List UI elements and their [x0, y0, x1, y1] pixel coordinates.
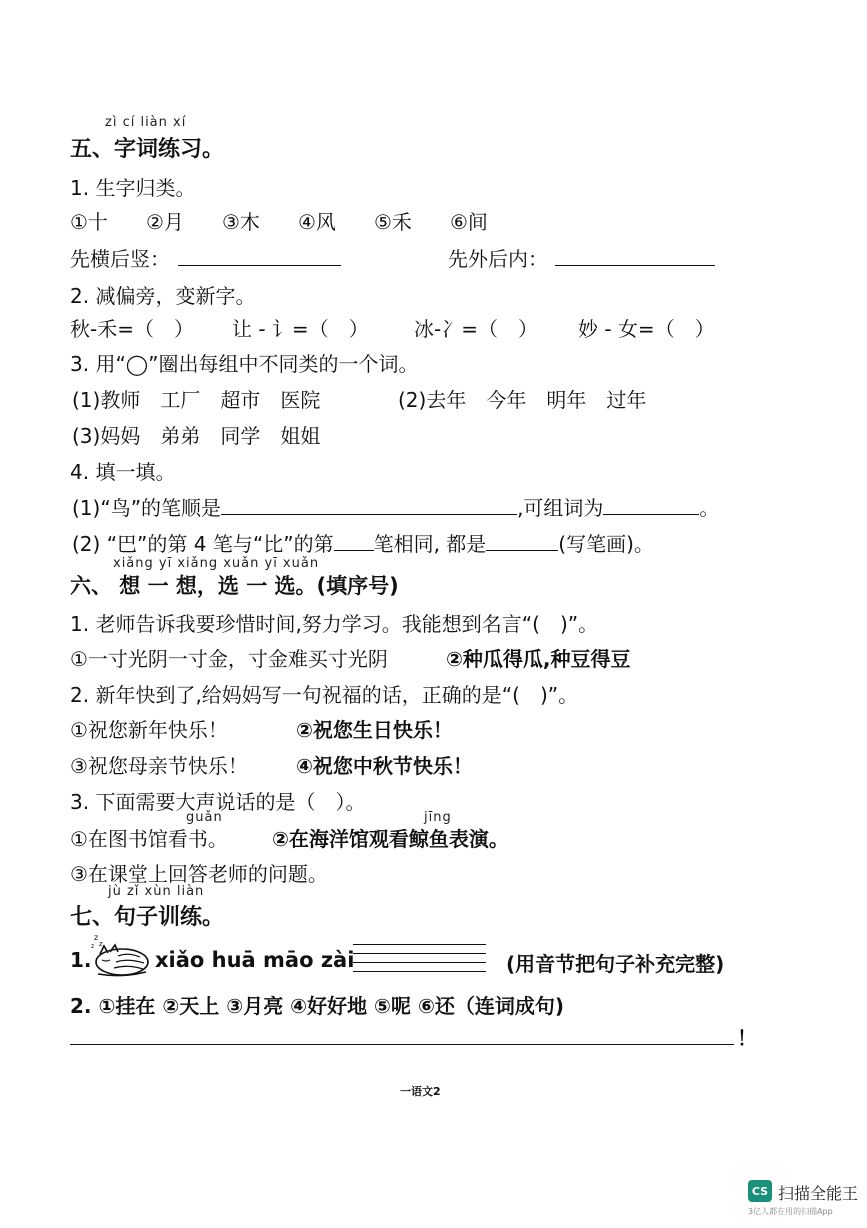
- svg-text:z: z: [99, 940, 103, 948]
- s6-q3-opt3[interactable]: ③在课堂上回答老师的问题。: [70, 862, 328, 886]
- svg-text:z: z: [94, 933, 99, 942]
- s5-q2-item[interactable]: 妙 - 女=（ ）: [578, 317, 715, 341]
- s5-q4-line2-c: (写笔画)。: [558, 532, 654, 556]
- s7-q1-num: 1.: [70, 948, 92, 972]
- s5-q1-left-blank[interactable]: [178, 245, 341, 266]
- s6-q2-opt2[interactable]: ②祝您生日快乐！: [296, 718, 453, 742]
- s6-q3-title: 3. 下面需要大声说话的是（ ）。: [70, 790, 366, 814]
- s6-q3-opt2[interactable]: ②在海洋馆观看鲸鱼表演。: [272, 827, 509, 851]
- s7-q2-title: 2. ①挂在 ②天上 ③月亮 ④好好地 ⑤呢 ⑥还（连词成句): [70, 994, 565, 1018]
- s5-q1-char: ③木: [222, 210, 260, 234]
- s5-q1-char: ⑤禾: [374, 210, 412, 234]
- s5-q2-item[interactable]: 让 - 讠=（ ）: [232, 317, 369, 341]
- s6-q1-opt1[interactable]: ①一寸光阴一寸金，寸金难买寸光阴: [70, 647, 388, 671]
- s5-q1-char: ②月: [146, 210, 184, 234]
- s5-q1-char: ⑥间: [450, 210, 488, 234]
- pinyin-writing-lines[interactable]: [353, 944, 486, 972]
- section6-pinyin: xiǎng yī xiǎng xuǎn yī xuǎn: [113, 556, 320, 571]
- watermark-sub: 3亿人都在用的扫描App: [748, 1207, 833, 1216]
- s5-q4-line1-b: ,可组词为: [517, 496, 604, 520]
- s5-q4-number-blank[interactable]: [334, 532, 374, 551]
- s5-q4-word-blank[interactable]: [603, 496, 699, 515]
- s5-q1-char: ①十: [70, 210, 108, 234]
- svg-text:z: z: [91, 943, 95, 950]
- s5-q4-line2: [72, 528, 654, 557]
- s6-q1-title: 1. 老师告诉我要珍惜时间,努力学习。我能想到名言“( )”。: [70, 612, 599, 636]
- s6-q2-title: 2. 新年快到了,给妈妈写一句祝福的话，正确的是“( )”。: [70, 683, 579, 707]
- s6-q3-pinyin-guan: guǎn: [186, 810, 223, 825]
- s5-q4-line1-a: (1)“鸟”的笔顺是: [72, 496, 222, 520]
- s6-q2-opt4[interactable]: ④祝您中秋节快乐！: [296, 754, 473, 778]
- s7-q1-pinyin-text: xiǎo huā māo zài: [155, 948, 355, 972]
- s5-q3-group[interactable]: (2)去年 今年 明年 过年: [398, 388, 647, 412]
- s5-q1-char: ④风: [298, 210, 336, 234]
- s5-q2-item[interactable]: 秋-禾=（ ）: [70, 317, 194, 341]
- s5-q4-title: 4. 填一填。: [70, 460, 176, 484]
- s6-q2-opt3[interactable]: ③祝您母亲节快乐！: [70, 754, 248, 778]
- s5-q4-line1: [72, 492, 719, 521]
- s5-q1-title: 1. 生字归类。: [70, 176, 196, 200]
- s5-q1-left-label: 先横后竖：: [70, 247, 170, 271]
- s5-q1-right-blank[interactable]: [555, 245, 715, 266]
- s5-q3-title: 3. 用“◯”圈出每组中不同类的一个词。: [70, 352, 419, 376]
- section5-title: 五、字词练习。: [70, 137, 225, 162]
- s7-q1-hint: (用音节把句子补充完整): [506, 952, 725, 976]
- s5-q3-group[interactable]: (1)教师 工厂 超市 医院: [72, 388, 321, 412]
- sleeping-cat-icon: [88, 930, 152, 978]
- s5-q2-item[interactable]: 冰-冫=（ ）: [414, 317, 538, 341]
- page-footer-label: 一语文2: [400, 1085, 441, 1098]
- s6-q1-opt2[interactable]: ②种瓜得瓜,种豆得豆: [446, 647, 631, 671]
- s6-q2-opt1[interactable]: ①祝您新年快乐！: [70, 718, 228, 742]
- s6-q3-opt1[interactable]: ①在图书馆看书。: [70, 827, 228, 851]
- s5-q4-stroke-name-blank[interactable]: [486, 532, 558, 551]
- section5-pinyin: zì cí liàn xí: [105, 115, 187, 130]
- s6-q3-pinyin-jing: jīng: [424, 810, 452, 825]
- s7-q2-end-mark: ！: [737, 1026, 757, 1050]
- section7-pinyin: jù zǐ xùn liàn: [108, 884, 205, 899]
- s5-q4-stroke-blank[interactable]: [221, 496, 517, 515]
- s5-q4-line1-c: 。: [699, 496, 720, 520]
- s5-q4-line2-a: (2) “巴”的第 4 笔与“比”的第: [72, 532, 334, 556]
- s5-q2-title: 2. 减偏旁，变新字。: [70, 284, 256, 308]
- section7-title: 七、句子训练。: [70, 905, 225, 930]
- section6-title: 六、 想 一 想，选 一 选。(填序号): [70, 574, 399, 598]
- s5-q4-line2-b: 笔相同, 都是: [373, 532, 487, 556]
- watermark-brand: 扫描全能王: [778, 1184, 859, 1203]
- s5-q1-right-label: 先外后内：: [448, 247, 548, 271]
- camscanner-logo-icon: CS: [748, 1180, 772, 1202]
- s5-q3-group[interactable]: (3)妈妈 弟弟 同学 姐姐: [72, 424, 321, 448]
- s7-q2-answer-line[interactable]: [70, 1026, 734, 1045]
